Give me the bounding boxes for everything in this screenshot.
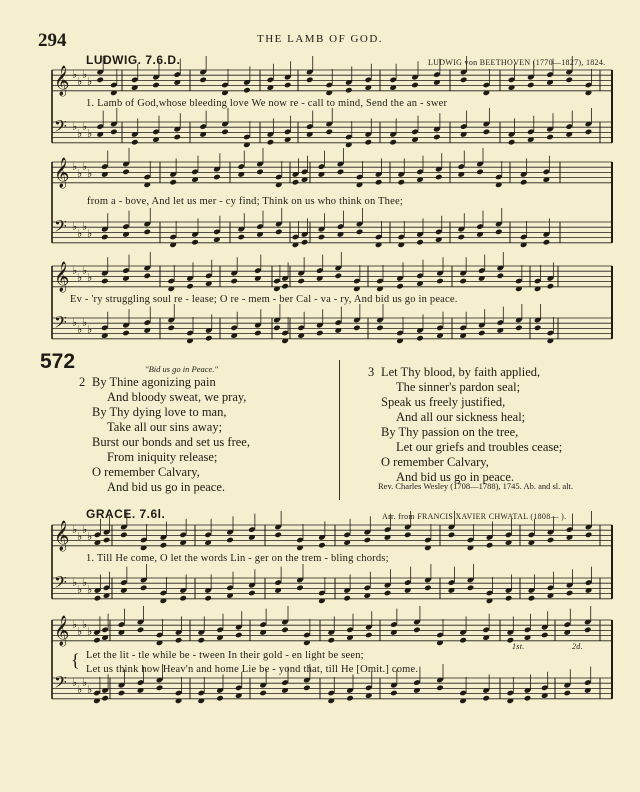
- note-head: [515, 325, 523, 332]
- note-head: [143, 229, 151, 236]
- stanza-number-2: 2: [79, 375, 86, 389]
- stanza2-line: And bid us go in peace.: [107, 480, 226, 494]
- column-divider: [339, 360, 340, 500]
- bass-clef-icon: 𝄢: [54, 312, 67, 336]
- treble-clef-icon: 𝄞: [54, 158, 70, 188]
- note-head: [273, 325, 281, 332]
- note-head: [197, 637, 205, 644]
- flat-sign-icon: ♭: [87, 583, 93, 596]
- note-head: [101, 234, 109, 241]
- note-head: [186, 283, 194, 290]
- note-head: [281, 627, 289, 634]
- flat-sign-icon: ♭: [77, 227, 83, 240]
- flat-sign-icon: ♭: [77, 323, 83, 336]
- stanza3-line: Let Thy blood, by faith applied,: [381, 365, 541, 379]
- note-head: [384, 590, 392, 597]
- running-title: THE LAMB OF GOD.: [256, 33, 384, 45]
- stanza-number-3: 3: [368, 365, 375, 379]
- stanza2-line: Take all our sins away;: [107, 420, 223, 434]
- lyric-line-ludwig-3: Ev - 'ry struggling soul re - lease; O re - mem - ber Cal - va - ry, And bid us go in peace.: [70, 294, 458, 305]
- flat-sign-icon: ♭: [87, 625, 93, 638]
- flat-sign-icon: ♭: [82, 316, 88, 329]
- note-head: [397, 179, 405, 186]
- note-head: [204, 595, 212, 602]
- stanza3-line: And all our sickness heal;: [396, 410, 526, 424]
- flat-sign-icon: ♭: [72, 68, 78, 81]
- note-head: [396, 283, 404, 290]
- lyric-line-ludwig-2: from a - bove, And let us mer - cy find; Think on us who think on Thee;: [87, 196, 403, 207]
- note-head: [459, 637, 467, 644]
- note-head: [411, 82, 419, 89]
- note-head: [390, 690, 398, 697]
- note-head: [156, 685, 164, 692]
- note-head: [191, 239, 199, 246]
- note-head: [120, 532, 128, 539]
- note-head: [94, 595, 102, 602]
- hymn-number: 572: [40, 350, 76, 373]
- stanza3-line: Let our griefs and troubles cease;: [396, 440, 563, 454]
- note-head: [175, 637, 183, 644]
- note-head: [216, 695, 224, 702]
- bass-clef-icon: 𝄢: [54, 116, 67, 140]
- note-head: [505, 595, 513, 602]
- note-head: [547, 283, 555, 290]
- note-head: [205, 335, 213, 342]
- note-head: [565, 77, 573, 84]
- flat-sign-icon: ♭: [77, 683, 83, 696]
- note-head: [122, 169, 130, 176]
- note-head: [325, 129, 333, 136]
- note-head: [267, 139, 275, 146]
- note-head: [584, 627, 592, 634]
- flat-sign-icon: ♭: [82, 264, 88, 277]
- note-head: [585, 129, 593, 136]
- note-head: [256, 169, 264, 176]
- flat-sign-icon: ♭: [77, 127, 83, 140]
- note-head: [416, 335, 424, 342]
- flat-sign-icon: ♭: [87, 271, 93, 284]
- hymn-credit: Rev. Charles Wesley (1708—1788), 1745. Ab. and sl. alt.: [378, 481, 574, 491]
- note-head: [436, 685, 444, 692]
- flat-sign-icon: ♭: [72, 120, 78, 133]
- note-head: [303, 685, 311, 692]
- note-head: [292, 179, 300, 186]
- note-head: [179, 595, 187, 602]
- note-head: [334, 273, 342, 280]
- note-head: [93, 637, 101, 644]
- note-head: [101, 278, 109, 285]
- flat-sign-icon: ♭: [82, 160, 88, 173]
- note-head: [467, 585, 475, 592]
- note-head: [436, 278, 444, 285]
- note-head: [476, 169, 484, 176]
- note-head: [546, 134, 554, 141]
- treble-clef-icon: 𝄞: [54, 66, 70, 96]
- flat-sign-icon: ♭: [72, 523, 78, 536]
- note-head: [534, 325, 542, 332]
- note-head: [528, 595, 536, 602]
- treble-clef-icon: 𝄞: [54, 616, 70, 646]
- flat-sign-icon: ♭: [77, 75, 83, 88]
- note-head: [364, 139, 372, 146]
- note-head: [566, 590, 574, 597]
- note-head: [457, 234, 465, 241]
- note-head: [527, 82, 535, 89]
- note-head: [226, 537, 234, 544]
- note-head: [118, 690, 126, 697]
- note-head: [364, 537, 372, 544]
- tune-name-ludwig: LUDWIG. 7.6.D.: [86, 53, 181, 67]
- note-head: [169, 179, 177, 186]
- note-head: [254, 330, 262, 337]
- flat-sign-icon: ♭: [77, 530, 83, 543]
- note-head: [345, 87, 353, 94]
- stanza2-line: O remember Calvary,: [92, 465, 200, 479]
- note-head: [547, 537, 555, 544]
- note-head: [486, 542, 494, 549]
- note-head: [237, 234, 245, 241]
- flat-sign-icon: ♭: [87, 530, 93, 543]
- flat-sign-icon: ♭: [72, 676, 78, 689]
- note-head: [122, 330, 130, 337]
- flat-sign-icon: ♭: [82, 676, 88, 689]
- note-head: [173, 134, 181, 141]
- stanza3-line: And bid us go in peace.: [396, 470, 515, 484]
- note-head: [448, 532, 456, 539]
- note-head: [433, 134, 441, 141]
- note-head: [346, 695, 354, 702]
- note-head: [243, 87, 251, 94]
- note-head: [460, 77, 468, 84]
- note-head: [259, 690, 267, 697]
- tune-name-grace: GRACE. 7.6l.: [86, 507, 166, 521]
- note-head: [301, 239, 309, 246]
- flat-sign-icon: ♭: [82, 220, 88, 233]
- stanza3-line: Speak us freely justified,: [381, 395, 506, 409]
- note-head: [478, 330, 486, 337]
- flat-sign-icon: ♭: [82, 68, 88, 81]
- lyric-line-grace-2: Let the lit - tle while be - tween In their gold - en light be seen;: [86, 650, 364, 661]
- note-head: [541, 632, 549, 639]
- note-head: [482, 695, 490, 702]
- note-head: [327, 637, 335, 644]
- note-head: [284, 82, 292, 89]
- note-head: [137, 627, 145, 634]
- note-head: [199, 77, 207, 84]
- note-head: [143, 273, 151, 280]
- note-head: [495, 229, 503, 236]
- note-head: [343, 595, 351, 602]
- flat-sign-icon: ♭: [87, 127, 93, 140]
- stanza2-line: By Thy dying love to man,: [92, 405, 227, 419]
- flat-sign-icon: ♭: [82, 576, 88, 589]
- flat-sign-icon: ♭: [77, 271, 83, 284]
- bass-clef-icon: 𝄢: [54, 216, 67, 240]
- flat-sign-icon: ♭: [72, 220, 78, 233]
- flat-sign-icon: ♭: [87, 323, 93, 336]
- stanza3-line: The sinner's pardon seal;: [396, 380, 521, 394]
- note-head: [365, 632, 373, 639]
- flat-sign-icon: ♭: [72, 618, 78, 631]
- stanza2-line: From iniquity release;: [107, 450, 218, 464]
- note-head: [318, 542, 326, 549]
- flat-sign-icon: ♭: [77, 625, 83, 638]
- note-head: [281, 283, 289, 290]
- note-head: [459, 278, 467, 285]
- flat-sign-icon: ♭: [72, 264, 78, 277]
- note-head: [353, 325, 361, 332]
- stanza2-line: And bloody sweat, we pray,: [107, 390, 247, 404]
- second-ending-label: 2d.: [572, 642, 583, 651]
- note-head: [140, 585, 148, 592]
- note-head: [524, 695, 532, 702]
- verse-brace: {: [71, 650, 80, 670]
- note-head: [96, 77, 104, 84]
- note-head: [235, 632, 243, 639]
- stanza3-line: O remember Calvary,: [381, 455, 489, 469]
- treble-clef-icon: 𝄞: [54, 521, 70, 551]
- note-head: [167, 325, 175, 332]
- note-head: [520, 179, 528, 186]
- stanza2-line: Burst our bonds and set us free,: [92, 435, 250, 449]
- note-head: [131, 139, 139, 146]
- note-head: [356, 229, 364, 236]
- flat-sign-icon: ♭: [72, 316, 78, 329]
- treble-clef-icon: 𝄞: [54, 262, 70, 292]
- note-head: [318, 234, 326, 241]
- note-head: [424, 585, 432, 592]
- note-head: [316, 330, 324, 337]
- bass-clef-icon: 𝄢: [54, 672, 67, 696]
- page-number: 294: [38, 30, 67, 51]
- flat-sign-icon: ♭: [87, 227, 93, 240]
- note-head: [543, 239, 551, 246]
- flat-sign-icon: ♭: [82, 618, 88, 631]
- note-head: [152, 82, 160, 89]
- bass-clef-icon: 𝄢: [54, 572, 67, 596]
- stanza3-line: By Thy passion on the tree,: [381, 425, 519, 439]
- note-head: [306, 77, 314, 84]
- hymn-epigraph: "Bid us go in Peace.": [145, 364, 218, 374]
- first-ending-label: 1st.: [512, 642, 525, 651]
- lyric-line-ludwig-1: 1. Lamb of God,whose bleeding love We now re - call to mind, Send the an - swer: [86, 98, 448, 109]
- note-head: [103, 537, 111, 544]
- flat-sign-icon: ♭: [72, 576, 78, 589]
- lyric-line-grace-3: Let us think how Heav'n and home Lie be - yond that, till He [Omit.] come.: [86, 664, 419, 675]
- note-head: [416, 239, 424, 246]
- note-head: [585, 532, 593, 539]
- note-head: [230, 278, 238, 285]
- note-head: [337, 169, 345, 176]
- note-head: [160, 542, 168, 549]
- flat-sign-icon: ♭: [82, 523, 88, 536]
- composer-credit-grace: Arr. from FRANCIS XAVIER CHWATAL (1808— ).: [382, 512, 567, 521]
- note-head: [297, 278, 305, 285]
- note-head: [101, 695, 109, 702]
- flat-sign-icon: ♭: [87, 683, 93, 696]
- note-head: [213, 174, 221, 181]
- flat-sign-icon: ♭: [87, 167, 93, 180]
- flat-sign-icon: ♭: [72, 160, 78, 173]
- note-head: [376, 325, 384, 332]
- lyric-line-grace-1: 1. Till He come, O let the words Lin - ger on the trem - bling chords;: [86, 553, 389, 564]
- note-head: [274, 532, 282, 539]
- note-head: [508, 139, 516, 146]
- note-head: [483, 129, 491, 136]
- note-head: [389, 139, 397, 146]
- note-head: [435, 174, 443, 181]
- note-head: [221, 129, 229, 136]
- stanza2-line: By Thine agonizing pain: [92, 375, 216, 389]
- note-head: [248, 590, 256, 597]
- flat-sign-icon: ♭: [77, 167, 83, 180]
- note-head: [296, 585, 304, 592]
- note-head: [275, 229, 283, 236]
- note-head: [563, 690, 571, 697]
- flat-sign-icon: ♭: [82, 120, 88, 133]
- note-head: [413, 627, 421, 634]
- flat-sign-icon: ♭: [77, 583, 83, 596]
- note-head: [375, 179, 383, 186]
- composer-credit-ludwig: LUDWIG von BEETHOVEN (1770—1827), 1824.: [428, 58, 606, 67]
- flat-sign-icon: ♭: [87, 75, 93, 88]
- note-head: [110, 129, 118, 136]
- note-head: [496, 273, 504, 280]
- note-head: [404, 532, 412, 539]
